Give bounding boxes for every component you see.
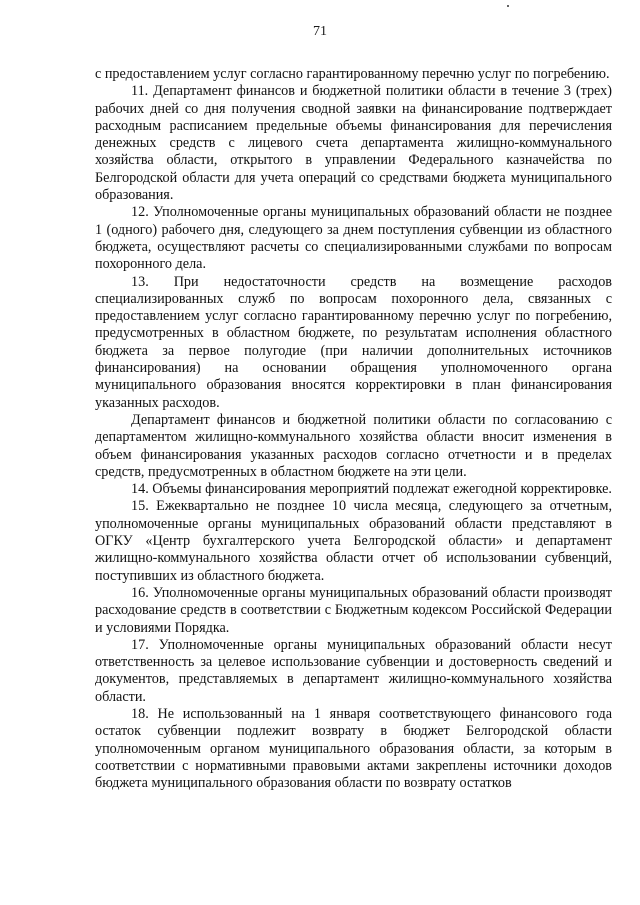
scan-speck — [507, 5, 509, 7]
paragraph-16: 16. Уполномоченные органы муниципальных образований области производят расходование средств в соответствии с Бюджетным кодексом Российской Федерации и условиями Порядка. — [95, 584, 612, 636]
paragraph-13: 13. При недостаточности средств на возмещение расходов специализированных служб по вопросам похоронного дела, связанных с предоставлением услуг согласно гарантированному перечню услуг по погребению, предусмотренных в областном бюджете, по результатам исполнения областного бюджета за первое полугодие (при наличии дополнительных источников финансирования) на основании обращения уполномоченного органа муниципального образования вносятся корректировки в план финансирования указанных расходов. — [95, 273, 612, 411]
document-body — [95, 66, 612, 792]
paragraph-11: 11. Департамент финансов и бюджетной политики области в течение 3 (трех) рабочих дней со дня получения сводной заявки на финансирование подтверждает расходным расписанием предельные объемы финансирования для перечисления денежных средств с лицевого счета департамента жилищно-коммунального хозяйства области, открытого в управлении Федерального казначейства по Белгородской области для учета операций со средствами бюджета муниципального образования. — [95, 83, 612, 204]
paragraph-12: 12. Уполномоченные органы муниципальных образований области не позднее 1 (одного) рабочего дня, следующего за днем поступления субвенции из областного бюджета, осуществляют расчеты со специализированными службами по вопросам похоронного дела. — [95, 204, 612, 273]
paragraph-continued: с предоставлением услуг согласно гарантированному перечню услуг по погребению. — [95, 66, 610, 82]
paragraph-14: 14. Объемы финансирования мероприятий подлежат ежегодной корректировке. — [131, 481, 612, 498]
paragraph-13-addendum: Департамент финансов и бюджетной политики области по согласованию с департаментом жилищно-коммунального хозяйства области вносит изменения в объем финансирования указанных расходов согласно отчетности и в пределах средств, предусмотренных в областном бюджете на эти цели. — [95, 411, 612, 480]
paragraph-18: 18. Не использованный на 1 января соответствующего финансового года остаток субвенции подлежит возврату в бюджет Белгородской области уполномоченным органом муниципального образования области, за которым в соответствии с нормативными правовыми актами закреплены источники доходов бюджета муниципального образования области по возврату остатков — [95, 705, 612, 792]
paragraph-15: 15. Ежеквартально не позднее 10 числа месяца, следующего за отчетным, уполномоченные органы муниципальных образований области представляют в ОГКУ «Центр бухгалтерского учета Белгородской области» и департамент жилищно-коммунального хозяйства области отчет об использовании субвенций, поступивших из областного бюджета. — [95, 498, 612, 584]
page-number: 71 — [313, 24, 327, 39]
paragraph-17: 17. Уполномоченные органы муниципальных образований области несут ответственность за целевое использование субвенции и достоверность сведений и документов, представляемых в департамент жилищно-коммунального хозяйства области. — [95, 636, 612, 705]
